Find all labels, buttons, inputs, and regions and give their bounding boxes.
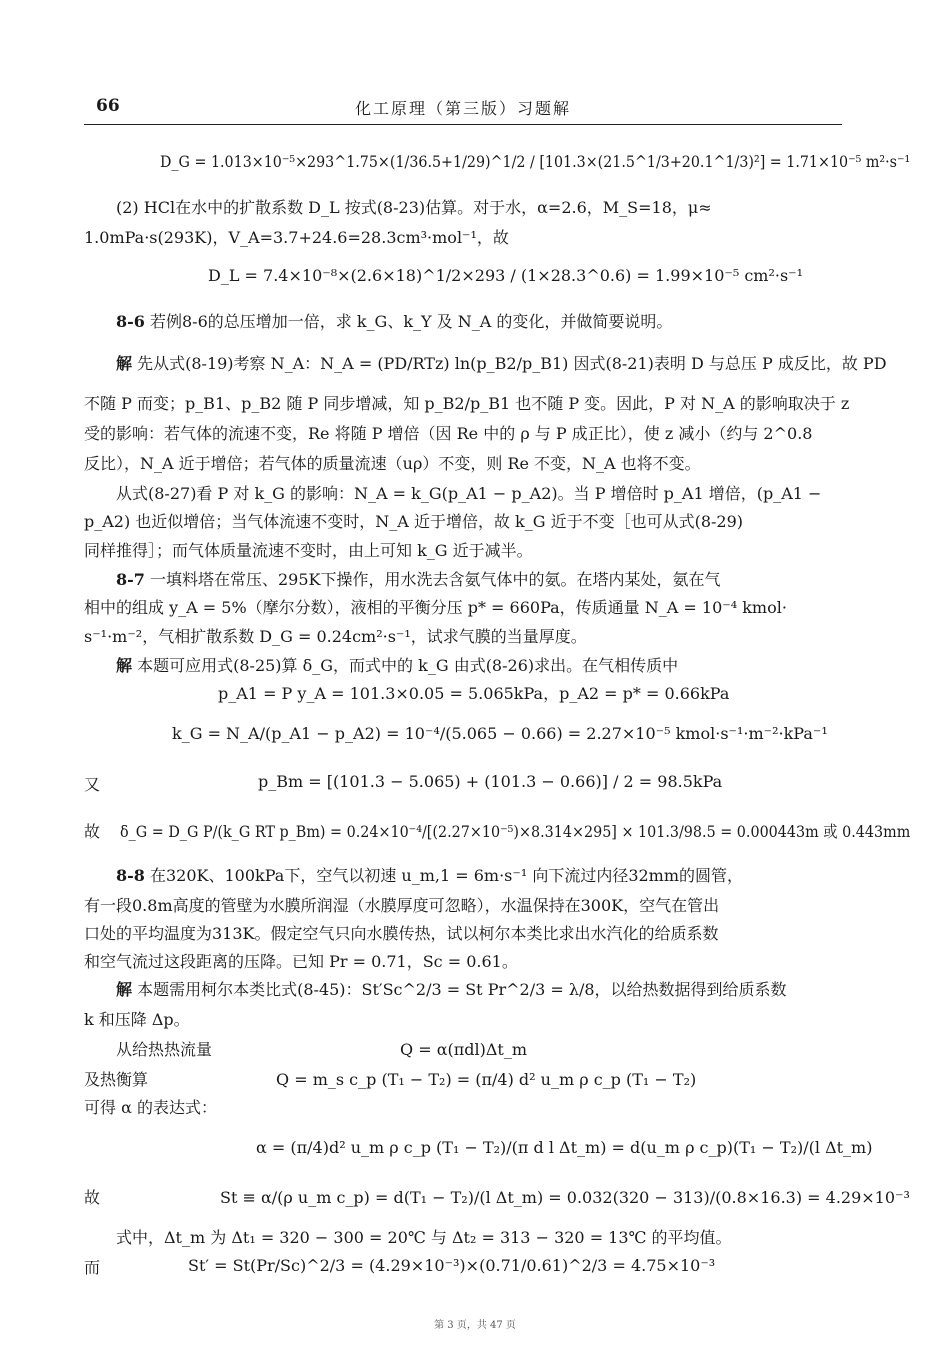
text-line: p_A2) 也近似增倍；当气体流速不变时，N_A 近于增倍，故 k_G 近于不变［也可从式(8-29) [84, 512, 744, 531]
equation-dl: D_L = 7.4×10⁻⁸×(2.6×18)^1/2×293 / (1×28.3^0.6) = 1.99×10⁻⁵ cm²·s⁻¹ [208, 266, 804, 285]
equation-heat-balance: Q = m_s c_p (T₁ − T₂) = (π/4) d² u_m ρ c_p (T₁ − T₂) [276, 1070, 697, 1089]
text-line: (2) HCl在水中的扩散系数 D_L 按式(8-23)估算。对于水，α=2.6，M_S=18，μ≈ [116, 198, 712, 217]
equation-pa: p_A1 = P y_A = 101.3×0.05 = 5.065kPa，p_A2 = p* = 0.66kPa [218, 684, 730, 703]
text-line: 口处的平均温度为313K。假定空气只向水膜传热，试以柯尔本类比求出水汽化的给质系数 [84, 924, 719, 943]
label-gu: 故 [84, 1188, 101, 1207]
page-header [84, 96, 842, 125]
solution-label: 解 [116, 656, 133, 675]
equation-q: Q = α(πdl)Δt_m [400, 1040, 528, 1059]
text-line: 相中的组成 y_A = 5%（摩尔分数），液相的平衡分压 p* = 660Pa，传质通量 N_A = 10⁻⁴ kmol· [84, 598, 787, 617]
label-you: 又 [84, 775, 101, 794]
text-line: 不随 P 而变；p_B1、p_B2 随 P 同步增减，知 p_B2/p_B1 也不随 P 变。因此，P 对 N_A 的影响取决于 z [84, 394, 850, 413]
equation-kg: k_G = N_A/(p_A1 − p_A2) = 10⁻⁴/(5.065 − 0.66) = 2.27×10⁻⁵ kmol·s⁻¹·m⁻²·kPa⁻¹ [172, 724, 828, 743]
equation-dg: D_G = 1.013×10⁻⁵×293^1.75×(1/36.5+1/29)^1/2 / [101.3×(21.5^1/3+20.1^1/3)²] = 1.71×10⁻⁵ m²·s⁻¹ [160, 152, 911, 171]
text-line: s⁻¹·m⁻²，气相扩散系数 D_G = 0.24cm²·s⁻¹，试求气膜的当量厚度。 [84, 627, 587, 646]
problem-number: 8-6 [116, 312, 145, 331]
text-line: k 和压降 Δp。 [84, 1010, 190, 1029]
text-line: 从给热热流量 [116, 1040, 213, 1059]
page-number: 66 [96, 96, 120, 116]
solution-line [116, 656, 678, 676]
text-line: 有一段0.8m高度的管壁为水膜所润湿（水膜厚度可忽略），水温保持在300K，空气在管出 [84, 896, 720, 915]
problem-number: 8-7 [116, 570, 145, 589]
text-line: 反比），N_A 近于增倍；若气体的质量流速（uρ）不变，则 Re 不变，N_A 也将不变。 [84, 454, 701, 473]
problem-number: 8-8 [116, 866, 145, 885]
text-line: 同样推得］；而气体质量流速不变时，由上可知 k_G 近于减半。 [84, 541, 533, 560]
text-line: 及热衡算 [84, 1070, 149, 1089]
text: 本题需用柯尔本类比式(8-45)：St′Sc^2/3 = St Pr^2/3 = λ/8，以给热数据得到给质系数 [137, 980, 787, 999]
text-line: 式中，Δt_m 为 Δt₁ = 320 − 300 = 20℃ 与 Δt₂ = 313 − 320 = 13℃ 的平均值。 [116, 1228, 732, 1247]
text: 先从式(8-19)考察 N_A：N_A = (PD/RTz) ln(p_B2/p_B1) 因式(8-21)表明 D 与总压 P 成反比，故 PD [137, 354, 887, 373]
text-line: 受的影响：若气体的流速不变，Re 将随 P 增倍（因 Re 中的 ρ 与 P 成正比），使 z 减小（约与 2^0.8 [84, 424, 813, 443]
text-line: 1.0mPa·s(293K)，V_A=3.7+24.6=28.3cm³·mol⁻¹，故 [84, 228, 509, 247]
page-footer: 第 3 页，共 47 页 [434, 1320, 516, 1331]
solution-label: 解 [116, 354, 133, 373]
solution-label: 解 [116, 980, 133, 999]
problem-8-8 [116, 866, 743, 886]
text: 本题可应用式(8-25)算 δ_G，而式中的 k_G 由式(8-26)求出。在气相传质中 [137, 656, 679, 675]
problem-8-6 [116, 312, 672, 332]
label-gu: 故 [84, 822, 101, 841]
equation-st-prime: St′ = St(Pr/Sc)^2/3 = (4.29×10⁻³)×(0.71/0.61)^2/3 = 4.75×10⁻³ [188, 1256, 716, 1275]
equation-st: St ≡ α/(ρ u_m c_p) = d(T₁ − T₂)/(l Δt_m) = 0.032(320 − 313)/(0.8×16.3) = 4.29×10⁻³ [220, 1188, 910, 1207]
book-title: 化工原理（第三版）习题解 [354, 99, 571, 118]
text-line: 和空气流过这段距离的压降。已知 Pr = 0.71，Sc = 0.61。 [84, 952, 518, 971]
equation-delta-g: δ_G = D_G P/(k_G RT p_Bm) = 0.24×10⁻⁴/[(2.27×10⁻⁵)×8.314×295] × 101.3/98.5 = 0.000443m 或 0.443mm [120, 822, 911, 841]
text-line: 可得 α 的表达式： [84, 1098, 217, 1117]
text-line: 从式(8-27)看 P 对 k_G 的影响：N_A = k_G(p_A1 − p_A2)。当 P 增倍时 p_A1 增倍，(p_A1 − [116, 484, 822, 503]
solution-line [116, 980, 787, 1000]
solution-line [116, 354, 887, 374]
label-er: 而 [84, 1258, 101, 1277]
equation-alpha: α = (π/4)d² u_m ρ c_p (T₁ − T₂)/(π d l Δt_m) = d(u_m ρ c_p)(T₁ − T₂)/(l Δt_m) [256, 1138, 873, 1157]
problem-text: 在320K、100kPa下，空气以初速 u_m,1 = 6m·s⁻¹ 向下流过内径32mm的圆管， [150, 866, 744, 885]
problem-text: 一填料塔在常压、295K下操作，用水洗去含氨气体中的氨。在塔内某处，氨在气 [150, 570, 721, 589]
equation-pbm: p_Bm = [(101.3 − 5.065) + (101.3 − 0.66)] / 2 = 98.5kPa [258, 772, 723, 791]
problem-8-7 [116, 570, 721, 590]
problem-text: 若例8-6的总压增加一倍，求 k_G、k_Y 及 N_A 的变化，并做简要说明。 [150, 312, 673, 331]
